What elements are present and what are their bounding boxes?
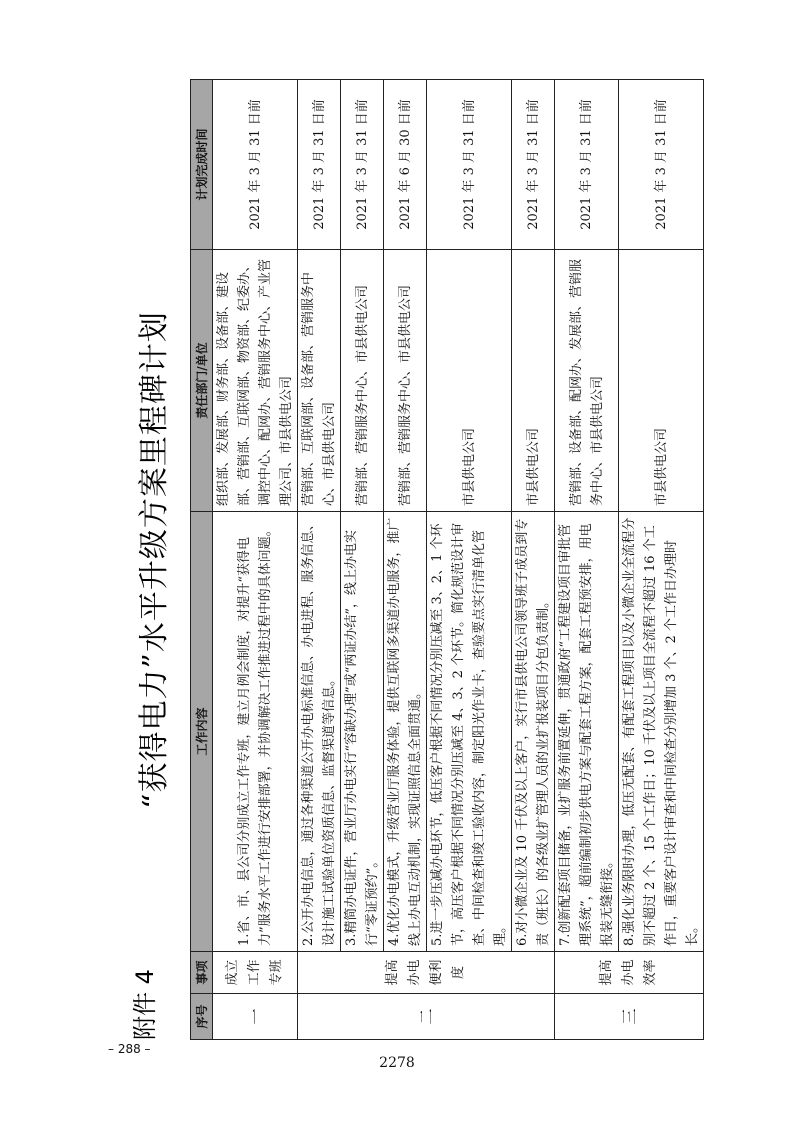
group-item: 提高办电便利度: [298, 952, 555, 994]
table-row: [298, 80, 341, 1040]
work-content: 4.优化办电模式，升级营业厅服务体验，提供互联网多渠道办电服务，推广线上办电互动机制，实现证照信息全面贯通。: [384, 512, 427, 952]
group-seq: 二: [298, 994, 555, 1040]
responsible-dept: 营销部、设备部、配网办、发展部、营销服务中心、市县供电公司: [555, 250, 619, 512]
deadline: 2021 年 3 月 31 日前: [555, 80, 619, 250]
group-seq: 三: [555, 994, 704, 1040]
deadline: 2021 年 3 月 31 日前: [213, 80, 298, 250]
deadline: 2021 年 3 月 31 日前: [512, 80, 555, 250]
work-content: 1.省、市、县公司分别成立工作专班，建立月例会制度，对提升“获得电力”服务水平工作进行安排部署，并协调解决工作推进过程中的具体问题。: [213, 512, 298, 952]
deadline: 2021 年 6 月 30 日前: [384, 80, 427, 250]
document-title: “获得电力”水平升级方案里程碑计划: [137, 311, 172, 809]
responsible-dept: 市县供电公司: [512, 250, 555, 512]
responsible-dept: 营销部、营销服务中心、市县供电公司: [384, 250, 427, 512]
work-content: 6.对小微企业及 10 千伏及以上客户，实行市县供电公司领导班子成员到专责（班长）的各级业扩管理人员的业扩报装项目分包负责制。: [512, 512, 555, 952]
group-item: 成立工作专班: [213, 952, 298, 994]
table-row: [555, 80, 619, 1040]
header-seq: 序号: [191, 994, 213, 1040]
header-item: 事项: [191, 952, 213, 994]
work-content: 7.创新配套项目储备，业扩服务前置延伸，贯通政府“工程建设项目审批管理系统”，超前编制初步供电方案与配套工程方案，配套工程预安排，用电报装无缝衔接。: [555, 512, 619, 952]
group-item: 提高办电效率: [555, 952, 704, 994]
deadline: 2021 年 3 月 31 日前: [298, 80, 341, 250]
deadline: 2021 年 3 月 31 日前: [427, 80, 512, 250]
work-content: 3.精简办电证件，营业厅办电实行“容缺办理”或“两证办结”，线上办电实行“零证预约”。: [341, 512, 384, 952]
responsible-dept: 营销部、营销服务中心、市县供电公司: [341, 250, 384, 512]
table-header-row: [191, 80, 213, 1040]
stamp-number: 2278: [379, 1055, 415, 1071]
table-row: [213, 80, 298, 1040]
table-row: [619, 80, 704, 1040]
page-number: – 288 –: [108, 1042, 151, 1056]
deadline: 2021 年 3 月 31 日前: [341, 80, 384, 250]
responsible-dept: 组织部、发展部、财务部、设备部、建设部、营销部、互联网部、物资部、纪委办、调控中心、配网办、营销服务中心、产业管理公司、市县供电公司: [213, 250, 298, 512]
header-time: 计划完成时间: [191, 80, 213, 250]
milestone-table: [190, 79, 704, 1040]
table-row: [512, 80, 555, 1040]
work-content: 5.进一步压减办电环节，低压客户根据不同情况分别压减至 3、2、1 个环节，高压客户根据不同情况分别压减至 4、3、2 个环节。简化规范设计审查、中间检查和竣工验收内容，制定阳光作业卡，查验要点实行清单化管理。: [427, 512, 512, 952]
header-dept: 责任部门/单位: [191, 250, 213, 512]
responsible-dept: 市县供电公司: [427, 250, 512, 512]
attachment-label: 附件 4: [131, 969, 159, 1040]
responsible-dept: 市县供电公司: [619, 250, 704, 512]
work-content: 2.公开办电信息，通过各种渠道公开办电标准信息、办电进程、服务信息、设计施工试验单位资质信息、监督渠道等信息。: [298, 512, 341, 952]
rotated-content: [130, 80, 700, 1040]
responsible-dept: 营销部、互联网部、设备部、营销服务中心、市县供电公司: [298, 250, 341, 512]
table-row: [384, 80, 427, 1040]
header-content: 工作内容: [191, 512, 213, 952]
deadline: 2021 年 3 月 31 日前: [619, 80, 704, 250]
work-content: 8.强化业务限时办理，低压无配套、有配套工程项目以及小微企业全流程分别不超过 2 个、15 个工作日；10 千伏及以上项目全流程不超过 16 个工作日，重要客户设计审查和中间检查分别增加 3 个、2 个工作日办理时长。: [619, 512, 704, 952]
table-row: [427, 80, 512, 1040]
group-seq: 一: [213, 994, 298, 1040]
table-row: [341, 80, 384, 1040]
